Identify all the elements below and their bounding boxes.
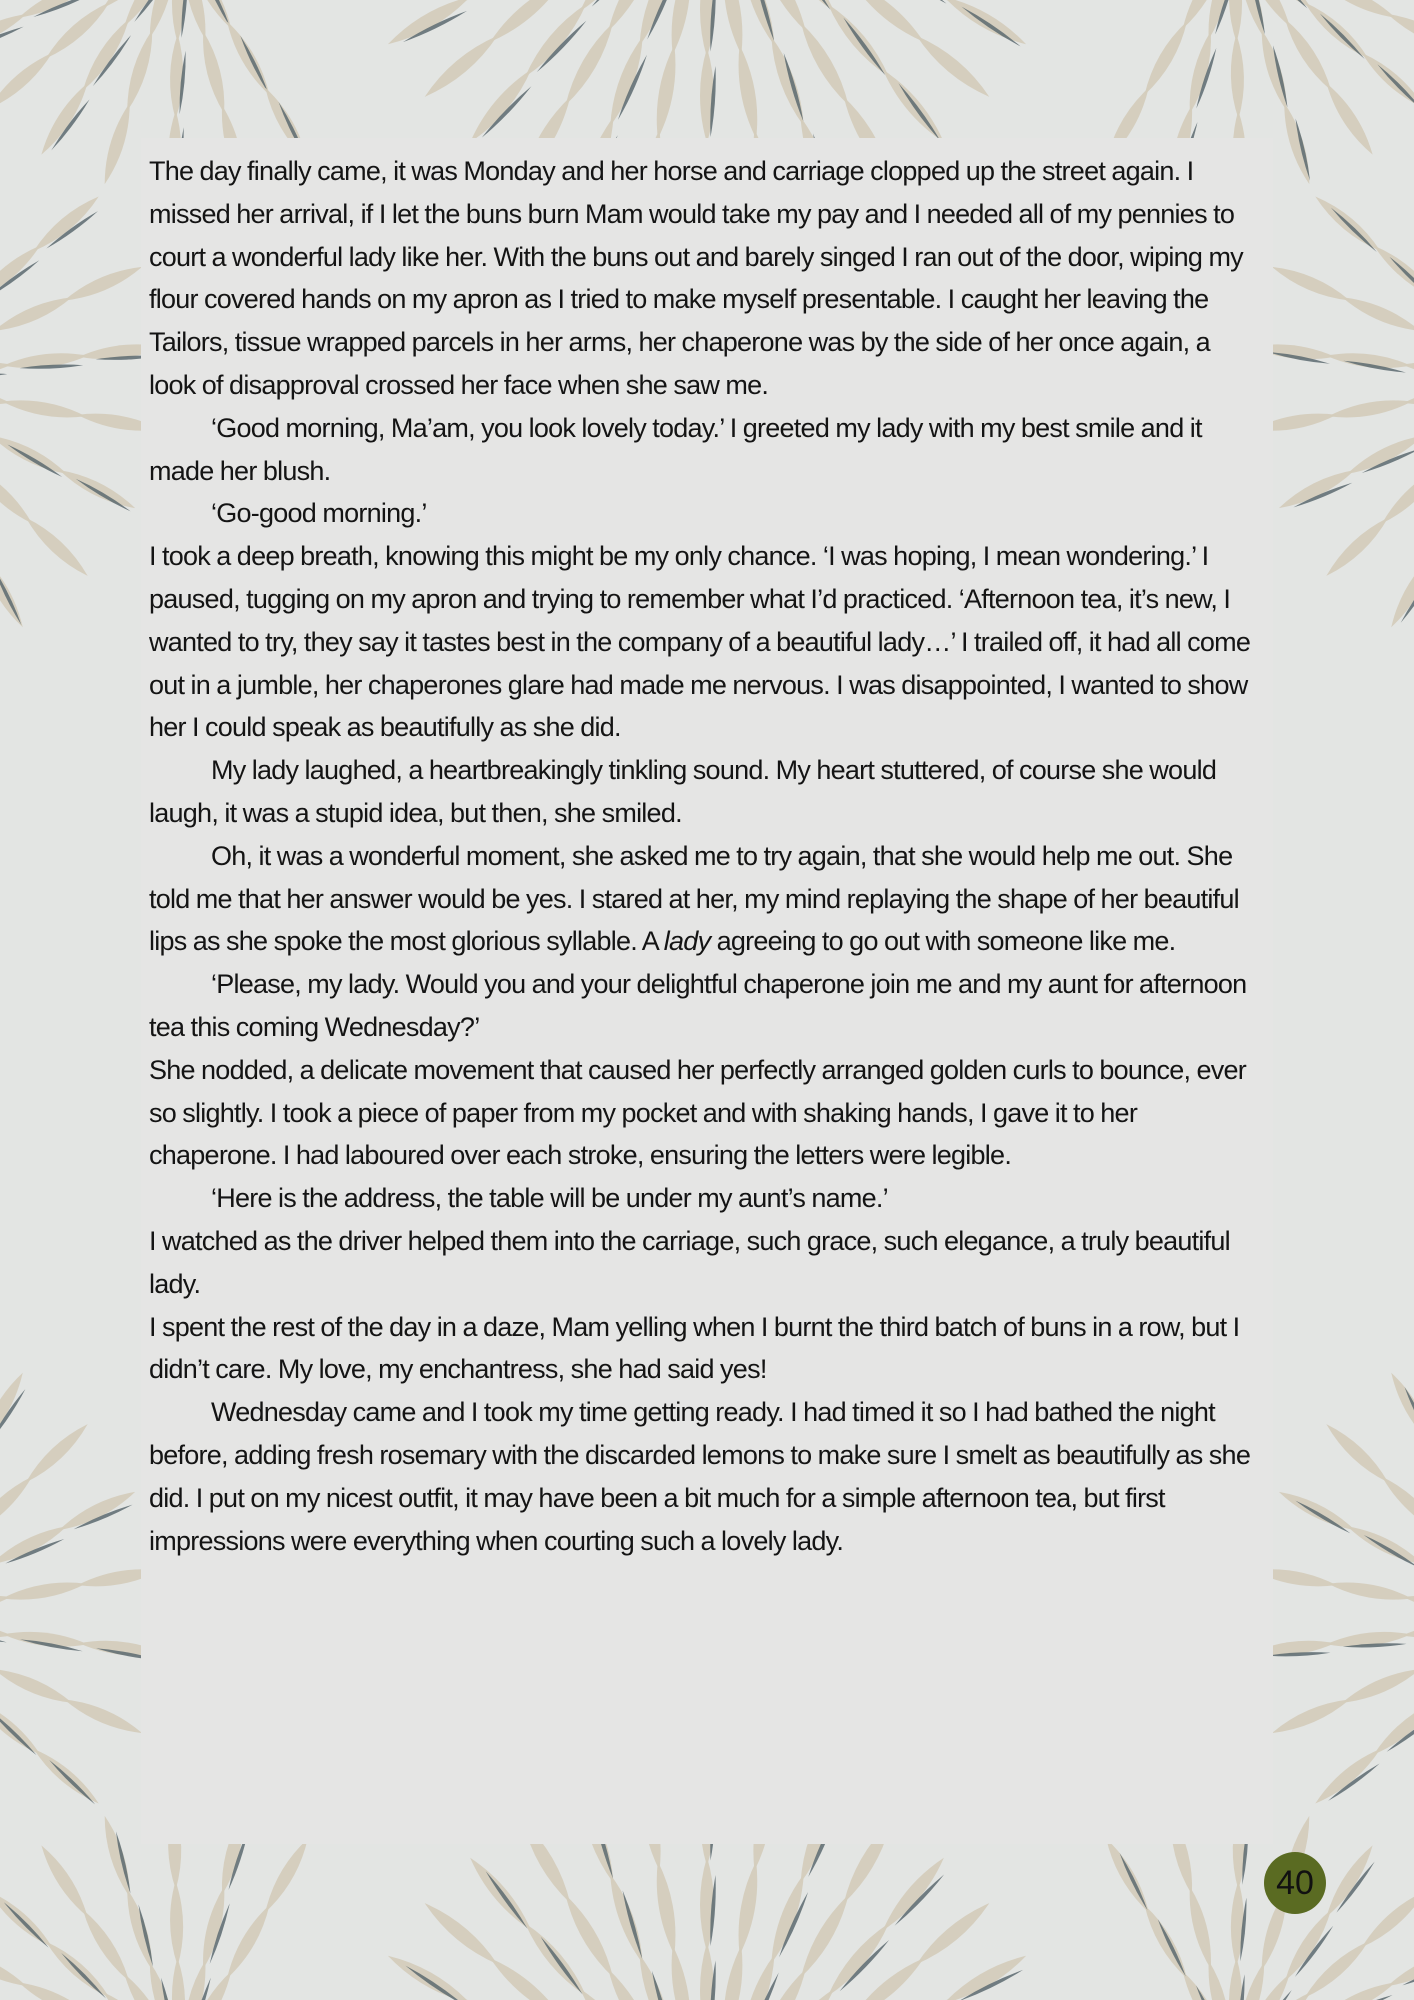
leaf-shape bbox=[239, 35, 270, 94]
paragraph bbox=[149, 835, 1261, 963]
leaf-shape bbox=[1228, 0, 1243, 43]
leaf-shape bbox=[62, 261, 145, 307]
leaf-shape bbox=[842, 16, 887, 76]
leaf-shape bbox=[877, 1853, 949, 1935]
leaf-shape bbox=[384, 0, 473, 50]
leaf-shape bbox=[60, 1952, 107, 2000]
leaf-shape bbox=[56, 464, 138, 514]
leaf-shape bbox=[0, 1591, 12, 1619]
leaf-shape bbox=[575, 0, 647, 16]
leaf-shape bbox=[169, 1881, 184, 1966]
leaf-shape bbox=[1330, 206, 1378, 253]
paragraph: She nodded, a delicate movement that caused her perfectly arranged golden curls to bounce, ever so slightly. I took a piece of paper from my pocket and with shaking hands, I gave it to her chaperone. I had laboured over each stroke, ensuring the letters were legible. bbox=[149, 1054, 1246, 1171]
leaf-shape bbox=[886, 0, 947, 5]
leaf-shape bbox=[0, 1886, 56, 1952]
leaf-shape bbox=[1184, 1885, 1218, 1971]
leaf-shape bbox=[1276, 464, 1358, 514]
leaf-shape bbox=[0, 291, 74, 337]
leaf-shape bbox=[1321, 1842, 1378, 1920]
leaf-shape bbox=[1319, 12, 1366, 60]
leaf-shape bbox=[1278, 101, 1315, 186]
leaf-shape bbox=[171, 1957, 186, 2000]
leaf-shape bbox=[575, 1984, 647, 2000]
leaf-shape bbox=[1402, 358, 1414, 381]
leaf-shape bbox=[56, 1486, 138, 1536]
leaf-shape bbox=[1311, 1744, 1384, 1809]
leaf-shape bbox=[1327, 1577, 1413, 1605]
leaf-shape bbox=[912, 1898, 994, 1970]
paragraph-text: agreeing to go out with someone like me. bbox=[710, 926, 1176, 957]
leaf-shape bbox=[98, 101, 135, 186]
leaf-shape bbox=[1255, 28, 1292, 113]
leaf-shape bbox=[0, 1369, 28, 1449]
leaf-shape bbox=[221, 1902, 275, 1982]
leaf-shape bbox=[1402, 1619, 1414, 1642]
leaf-shape bbox=[1402, 382, 1414, 410]
leaf-shape bbox=[0, 382, 12, 410]
leaf-shape bbox=[718, 0, 748, 56]
leaf-shape bbox=[48, 1759, 96, 1806]
leaf-shape bbox=[465, 65, 537, 147]
paragraph: My lady laughed, a heartbreakingly tinkling sound. My heart stuttered, of course she would laugh, it was a stupid idea, but then, she smiled. bbox=[149, 755, 1217, 828]
leaf-shape bbox=[484, 1870, 529, 1930]
leaf-shape bbox=[75, 477, 132, 513]
paragraph: I took a deep breath, knowing this might be my only chance. ‘I was hoping, I mean wondering.’ I paused, tugging on my apron and trying to remember what I’d practiced. ‘Afternoon tea, it’s new, I wanted to try, they say it tastes best in the company of a beautiful lady…’ I trailed off, it had all come out in a jumble, her chaperones glare had made me nervous. I was disappointed, I wanted to show her I could speak as beautifully as she did. bbox=[149, 541, 1251, 743]
leaf-shape bbox=[1295, 1499, 1352, 1535]
leaf-shape bbox=[733, 1860, 763, 1956]
leaf-shape bbox=[197, 29, 231, 115]
leaf-shape bbox=[1340, 1663, 1414, 1709]
leaf-shape bbox=[651, 1860, 681, 1956]
leaf-shape bbox=[633, 1952, 679, 2000]
leaf-shape bbox=[768, 0, 840, 16]
leaf-shape bbox=[2, 1628, 88, 1651]
story-text bbox=[149, 150, 1261, 1562]
leaf-shape bbox=[21, 513, 92, 581]
paragraph: Wednesday came and I took my time getting ready. I had timed it so I had bathed the night before, adding fresh rosemary with the discarded lemons to make sure I smelt as beautifully as she did. I put on my nicest outfit, it may have been a bit much for a simple afternoon tea, but first impressions were everything when courting such a lovely lady. bbox=[149, 1397, 1251, 1556]
leaf-shape bbox=[1, 1577, 87, 1605]
leaf-shape bbox=[0, 430, 70, 480]
leaf-shape bbox=[651, 44, 681, 140]
leaf-shape bbox=[1238, 0, 1295, 30]
leaf-shape bbox=[1139, 1902, 1193, 1982]
leaf-shape bbox=[420, 1898, 502, 1970]
leaf-shape bbox=[98, 1814, 135, 1899]
leaf-shape bbox=[1322, 513, 1393, 581]
leaf-shape bbox=[1118, 1852, 1149, 1911]
leaf-shape bbox=[1358, 1886, 1414, 1952]
leaf-shape bbox=[197, 1885, 231, 1971]
leaf-shape bbox=[940, 0, 1029, 50]
leaf-shape bbox=[604, 1872, 650, 1966]
leaf-shape bbox=[221, 18, 275, 98]
leaf-shape bbox=[121, 1887, 158, 1972]
leaf-shape bbox=[1386, 1369, 1414, 1449]
paragraph: ‘Please, my lady. Would you and your delightful chaperone join me and my aunt for afternoon tea this coming Wednesday?’ bbox=[149, 969, 1247, 1042]
paragraph-text: Oh, it was a wonderful moment, she asked me to try again, that she would help me out. She told me that her answer would be yes. I stared at her, my mind replaying the shape of her beautiful lips as she spoke the most glorious syllable. A bbox=[149, 840, 1239, 957]
leaf-shape bbox=[1139, 18, 1193, 98]
leaf-shape bbox=[1340, 291, 1414, 337]
leaf-shape bbox=[0, 1520, 70, 1570]
paragraph: ‘Here is the address, the table will be under my aunt’s name.’ bbox=[211, 1183, 888, 1214]
leaf-shape bbox=[21, 1419, 92, 1487]
leaf-shape bbox=[1156, 1918, 1187, 1977]
leaf-shape bbox=[0, 460, 36, 528]
leaf-shape bbox=[260, 1835, 314, 1915]
page-number-badge: 40 bbox=[1264, 1852, 1326, 1914]
leaf-shape bbox=[1269, 261, 1352, 307]
leaf-shape bbox=[36, 80, 93, 158]
paragraph: I watched as the driver helped them into the carriage, such grace, such elegance, a truly beautiful lady. bbox=[149, 1225, 1230, 1299]
leaf-shape bbox=[1370, 1695, 1414, 1760]
leaf-shape bbox=[940, 1950, 1029, 2000]
leaf-shape bbox=[29, 192, 102, 257]
leaf-shape bbox=[36, 1842, 93, 1920]
leaf-shape bbox=[666, 1944, 696, 2000]
leaf-shape bbox=[539, 1936, 584, 1996]
leaf-shape bbox=[0, 1472, 36, 1540]
leaf-shape bbox=[897, 82, 942, 142]
leaf-shape bbox=[0, 358, 12, 381]
leaf-shape bbox=[765, 1872, 811, 1966]
leaf-shape bbox=[0, 1663, 74, 1709]
paragraph: ‘Go-good morning.’ bbox=[211, 498, 427, 529]
leaf-shape bbox=[1378, 460, 1414, 528]
leaf-shape bbox=[1321, 80, 1378, 158]
leaf-shape bbox=[0, 372, 7, 379]
leaf-shape bbox=[1184, 29, 1218, 115]
leaf-shape bbox=[733, 44, 763, 140]
leaf-shape bbox=[1386, 550, 1414, 630]
paragraph: ‘Good morning, Ma’am, you look lovely today.’ I greeted my lady with my best smile and it made her blush. bbox=[149, 412, 1202, 486]
leaf-shape bbox=[1269, 1693, 1352, 1739]
leaf-shape bbox=[1101, 1835, 1155, 1915]
emphasized-word: lady bbox=[663, 926, 711, 957]
paragraph: The day finally came, it was Monday and her horse and carriage clopped up the street again. I missed her arrival, if I let the buns burn Mam would take my pay and I needed all of my pennies to court a wonderful lady like her. With the buns out and barely singed I ran out of the door, wiping my flour covered hands on my apron as I tried to make myself presentable. I caught her leaving the Tailors, tissue wrapped parcels in her arms, her chaperone was by the side of her once again, a look of disapproval crossed her face when she saw me. bbox=[149, 156, 1243, 400]
leaf-shape bbox=[1322, 1419, 1393, 1487]
leaf-shape bbox=[1358, 48, 1414, 114]
leaf-shape bbox=[1378, 1472, 1414, 1540]
leaf-shape bbox=[0, 1619, 12, 1642]
leaf-shape bbox=[1276, 1486, 1358, 1536]
leaf-shape bbox=[119, 1970, 176, 2000]
leaf-shape bbox=[1228, 1957, 1243, 2000]
paragraph: I spent the rest of the day in a daze, Mam yelling when I burnt the third batch of buns in a row, but I didn’t care. My love, my enchantress, she had said yes! bbox=[149, 1311, 1240, 1385]
leaf-shape bbox=[765, 34, 811, 128]
leaf-shape bbox=[768, 1984, 840, 2000]
leaf-shape bbox=[384, 1950, 473, 2000]
leaf-shape bbox=[1402, 1591, 1414, 1619]
leaf-shape bbox=[735, 1952, 781, 2000]
leaf-shape bbox=[62, 1693, 145, 1739]
leaf-shape bbox=[735, 0, 781, 48]
leaf-shape bbox=[912, 30, 994, 102]
leaf-shape bbox=[1238, 1970, 1295, 2000]
leaf-shape bbox=[420, 30, 502, 102]
leaf-shape bbox=[1, 395, 87, 423]
leaf-shape bbox=[1327, 395, 1413, 423]
leaf-shape bbox=[960, 5, 1021, 48]
leaf-shape bbox=[1230, 34, 1245, 119]
leaf-shape bbox=[6, 443, 63, 479]
leaf-shape bbox=[0, 48, 56, 114]
leaf-shape bbox=[3, 1901, 50, 1949]
leaf-shape bbox=[718, 1944, 748, 2000]
leaf-shape bbox=[666, 0, 696, 56]
leaf-shape bbox=[604, 34, 650, 128]
leaf-shape bbox=[1326, 349, 1412, 372]
